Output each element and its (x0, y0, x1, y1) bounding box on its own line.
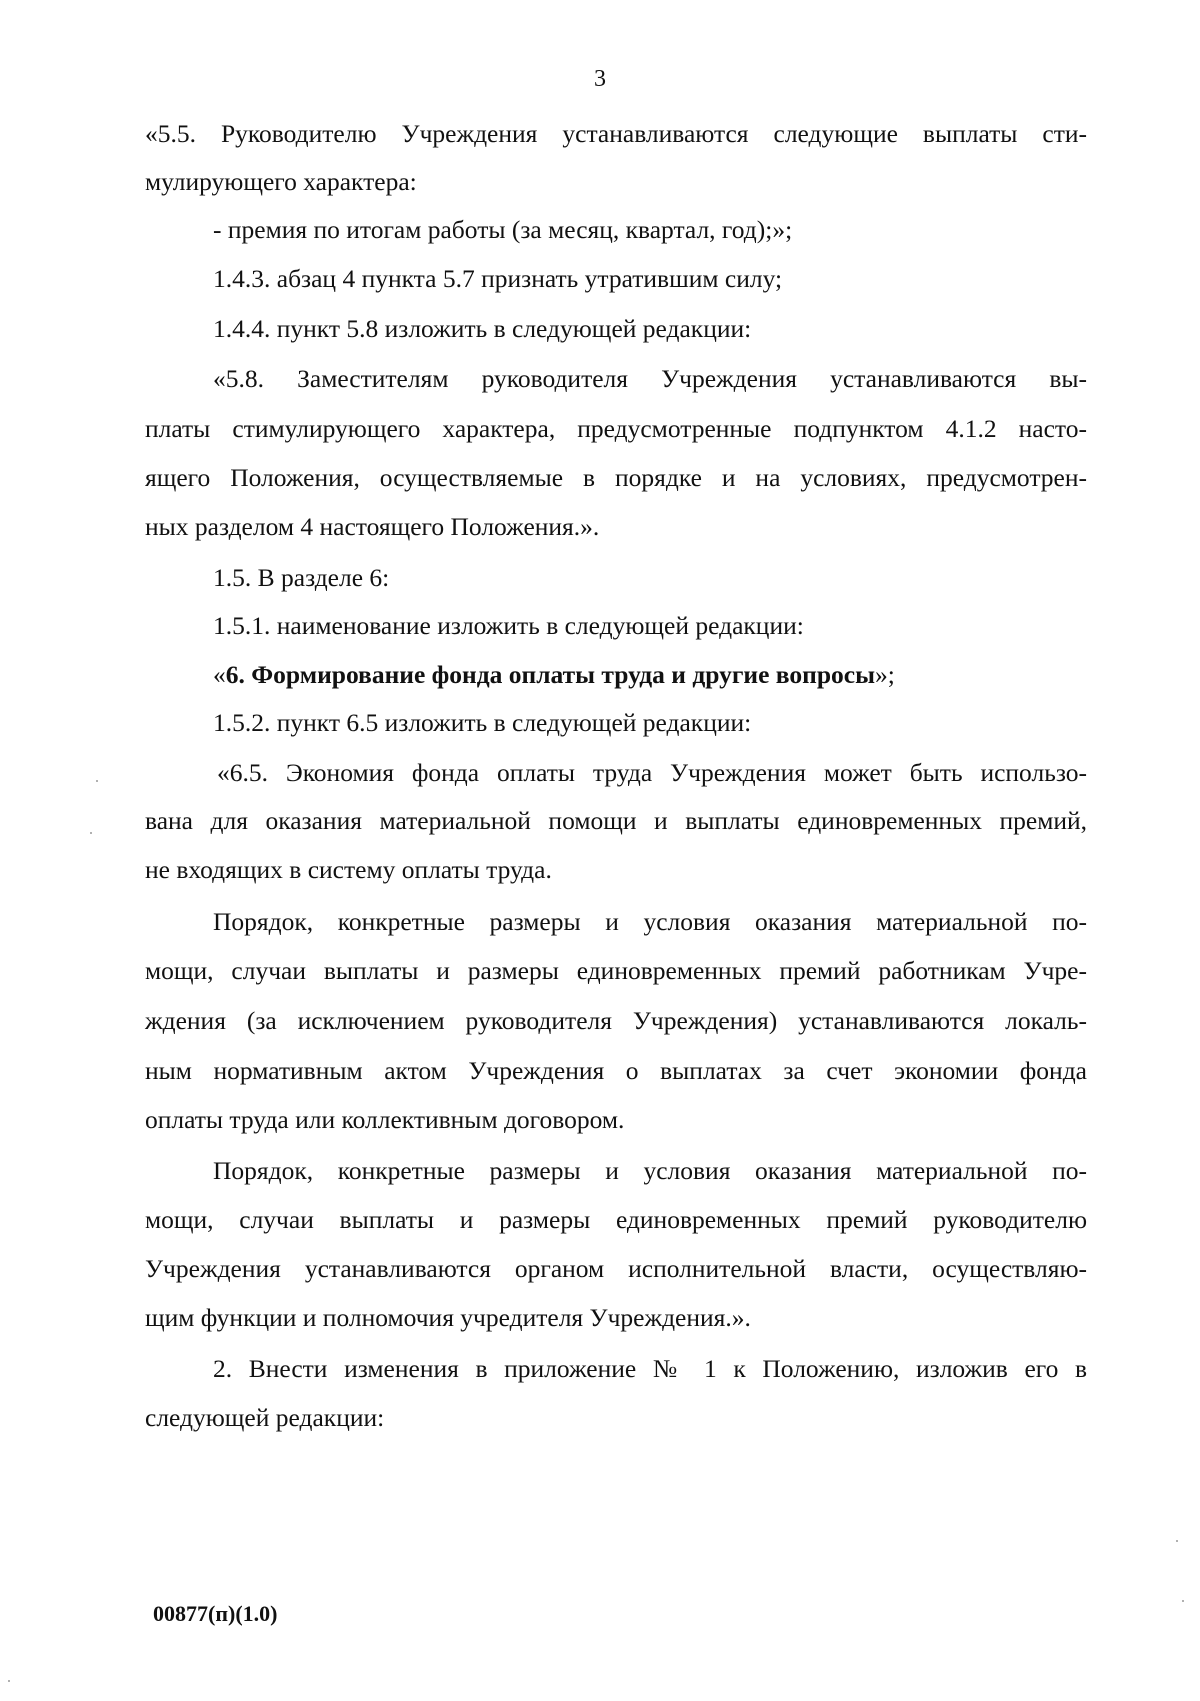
text-line: «5.8. Заместителям руководителя Учреждения устанавливаются вы- (213, 364, 1087, 393)
text-line: ных разделом 4 настоящего Положения.». (145, 512, 600, 541)
heading-open-quote: « (213, 660, 226, 689)
heading-close-quote: »; (875, 660, 895, 689)
text-line: вана для оказания материальной помощи и выплаты единовременных премий, (145, 806, 1087, 835)
text-line: 1.5.1. наименование изложить в следующей редакции: (213, 611, 804, 640)
page-number: 3 (594, 66, 606, 92)
text-line: Учреждения устанавливаются органом исполнительной власти, осуществляю- (145, 1254, 1087, 1283)
text-line: не входящих в систему оплаты труда. (145, 855, 552, 884)
text-line: 1.4.3. абзац 4 пункта 5.7 признать утратившим силу; (213, 264, 783, 293)
text-line: 1.5.2. пункт 6.5 изложить в следующей редакции: (213, 708, 752, 737)
section-heading (213, 660, 895, 690)
scan-speck (1182, 1600, 1184, 1602)
text-line: - премия по итогам работы (за месяц, квартал, год);»; (213, 215, 793, 244)
scan-speck (96, 780, 98, 782)
scan-speck (8, 1680, 10, 1682)
text-line: платы стимулирующего характера, предусмотренные подпунктом 4.1.2 насто- (145, 414, 1087, 443)
text-line: «6.5. Экономия фонда оплаты труда Учреждения может быть использо- (217, 758, 1087, 787)
text-line: оплаты труда или коллективным договором. (145, 1105, 625, 1134)
text-line: ждения (за исключением руководителя Учреждения) устанавливаются локаль- (145, 1006, 1087, 1035)
text-line: Порядок, конкретные размеры и условия оказания материальной по- (213, 907, 1087, 936)
scan-speck (1176, 1540, 1178, 1542)
document-code: 00877(п)(1.0) (153, 1601, 278, 1626)
text-line: 1.4.4. пункт 5.8 изложить в следующей редакции: (213, 314, 752, 343)
text-line: мощи, случаи выплаты и размеры единовременных премий работникам Учре- (145, 956, 1087, 985)
text-line: ящего Положения, осуществляемые в порядке и на условиях, предусмотрен- (145, 463, 1087, 492)
text-line: мулирующего характера: (145, 167, 417, 196)
text-line: 2. Внести изменения в приложение № 1 к Положению, изложив его в (213, 1354, 1087, 1383)
text-line: следующей редакции: (145, 1403, 385, 1432)
text-line: «5.5. Руководителю Учреждения устанавливаются следующие выплаты сти- (145, 119, 1087, 148)
text-line: щим функции и полномочия учредителя Учреждения.». (145, 1303, 751, 1332)
text-line: мощи, случаи выплаты и размеры единовременных премий руководителю (145, 1205, 1087, 1234)
text-line: Порядок, конкретные размеры и условия оказания материальной по- (213, 1156, 1087, 1185)
text-line: ным нормативным актом Учреждения о выплатах за счет экономии фонда (145, 1056, 1087, 1085)
heading-title: 6. Формирование фонда оплаты труда и другие вопросы (225, 660, 875, 689)
text-line: 1.5. В разделе 6: (213, 563, 390, 592)
scan-speck (90, 832, 92, 834)
